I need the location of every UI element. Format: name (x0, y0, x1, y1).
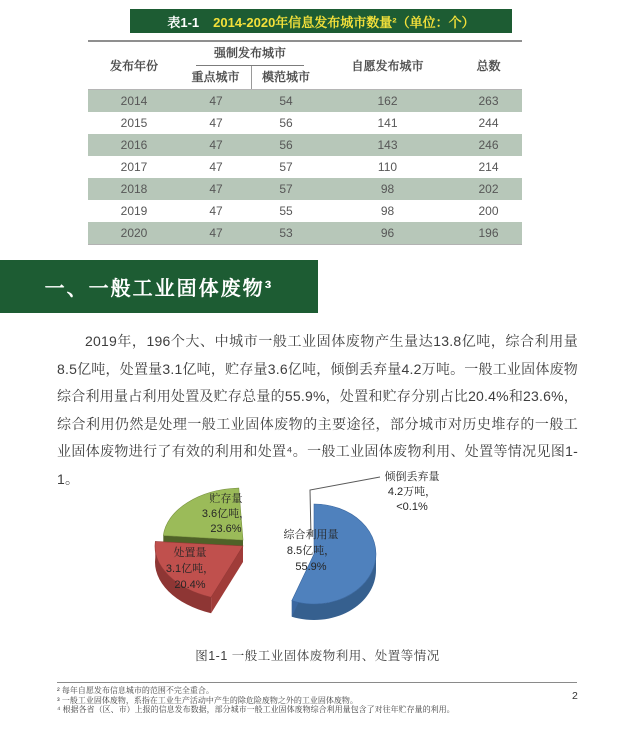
cell-model-city: 56 (279, 116, 293, 130)
cell-model-city: 57 (279, 160, 293, 174)
page-number: 2 (572, 690, 578, 702)
label-storage-pct: 23.6% (210, 523, 242, 535)
cell-key-city: 47 (209, 160, 223, 174)
figure-caption: 图1-1 一般工业固体废物利用、处置等情况 (195, 649, 440, 663)
cell-voluntary: 162 (377, 94, 398, 108)
cell-total: 244 (478, 116, 499, 130)
table-row (88, 112, 522, 134)
table-row (88, 156, 522, 178)
cell-voluntary: 143 (377, 138, 398, 152)
pie-chart-figure (110, 462, 530, 642)
label-storage: 贮存量 (209, 493, 243, 505)
table-title-number: 表1-1 (167, 14, 200, 30)
cell-key-city: 47 (209, 94, 223, 108)
cell-total: 214 (478, 160, 499, 174)
cell-key-city: 47 (209, 138, 223, 152)
label-dump-pct: <0.1% (396, 501, 428, 513)
cell-year: 2016 (120, 138, 148, 152)
footnote-3: ³ 一般工业固体废物，系指在工业生产活动中产生的除危险废物之外的工业固体废物。 (57, 695, 358, 705)
cell-voluntary: 141 (377, 116, 398, 130)
cell-voluntary: 98 (380, 182, 395, 196)
col-header-key-city: 重点城市 (180, 66, 252, 89)
label-disposal: 处置量 (173, 547, 207, 559)
col-header-voluntary: 自愿发布城市 (351, 59, 424, 73)
cell-key-city: 47 (209, 182, 223, 196)
footnote-4: ⁴ 根据各省（区、市）上报的信息发布数据，部分城市一般工业固体废物综合利用量包含了对往年贮存量的利用。 (57, 705, 455, 714)
cell-year: 2020 (120, 226, 148, 240)
table-row (88, 178, 522, 200)
label-dump-amount: 4.2万吨， (387, 486, 437, 498)
cell-voluntary: 110 (377, 160, 398, 174)
col-header-year: 发布年份 (109, 59, 158, 73)
cell-year: 2019 (120, 204, 148, 218)
cell-model-city: 56 (279, 138, 293, 152)
section-heading: 一、一般工业固体废物³ (0, 260, 318, 313)
cell-key-city: 47 (209, 204, 223, 218)
table-row (88, 134, 522, 156)
info-publish-city-table (88, 40, 522, 245)
col-header-mandatory: 强制发布城市 (196, 42, 304, 66)
col-header-model-city: 模范城市 (261, 70, 310, 84)
table-header (88, 40, 522, 90)
cell-total: 202 (478, 182, 499, 196)
cell-voluntary: 96 (380, 226, 395, 240)
col-header-total: 总数 (476, 59, 501, 73)
label-disposal-amount: 3.1亿吨， (165, 563, 215, 575)
cell-total: 200 (478, 204, 499, 218)
label-disposal-pct: 20.4% (174, 579, 206, 591)
table-row (88, 90, 522, 112)
table-title-text: 2014-2020年信息发布城市数量²（单位：个） (213, 14, 475, 30)
cell-year: 2014 (120, 94, 148, 108)
cell-model-city: 54 (279, 94, 293, 108)
label-utilization-pct: 55.9% (295, 561, 327, 573)
table-title-bar (130, 9, 512, 33)
cell-voluntary: 98 (380, 204, 395, 218)
footnotes (57, 686, 527, 715)
body-paragraph: 2019年，196个大、中城市一般工业固体废物产生量达13.8亿吨，综合利用量8.5亿吨，处置量3.1亿吨，贮存量3.6亿吨，倾倒丢弃量4.2万吨。一般工业固体废物综合利用量占利用处置及贮存总量的55.9%，处置和贮存分别占比20.4%和23.6%，综合利用仍然是处理一般工业固体废物的主要途径，部分城市对历史堆存的一般工业固体废物进行了有效的利用和处置⁴。一般工业固体废物利用、处置等情况见图1-1。 (57, 333, 578, 487)
footnote-divider (57, 682, 577, 683)
cell-model-city: 57 (279, 182, 293, 196)
footnote-2: ² 每年自愿发布信息城市的范围不完全重合。 (57, 686, 214, 695)
table-row (88, 200, 522, 222)
cell-model-city: 55 (279, 204, 293, 218)
cell-total: 263 (478, 94, 499, 108)
cell-total: 246 (478, 138, 499, 152)
cell-year: 2018 (120, 182, 148, 196)
col-header-mandatory-group (180, 42, 320, 89)
table-row (88, 222, 522, 244)
label-utilization-amount: 8.5亿吨， (286, 545, 336, 557)
label-dump: 倾倒丢弃量 (384, 471, 440, 483)
cell-key-city: 47 (209, 116, 223, 130)
label-storage-amount: 3.6亿吨， (201, 508, 251, 520)
cell-total: 196 (478, 226, 499, 240)
cell-year: 2015 (120, 116, 148, 130)
cell-key-city: 47 (209, 226, 223, 240)
table-body (88, 90, 522, 245)
label-utilization: 综合利用量 (283, 529, 339, 541)
cell-year: 2017 (120, 160, 148, 174)
cell-model-city: 53 (279, 226, 293, 240)
